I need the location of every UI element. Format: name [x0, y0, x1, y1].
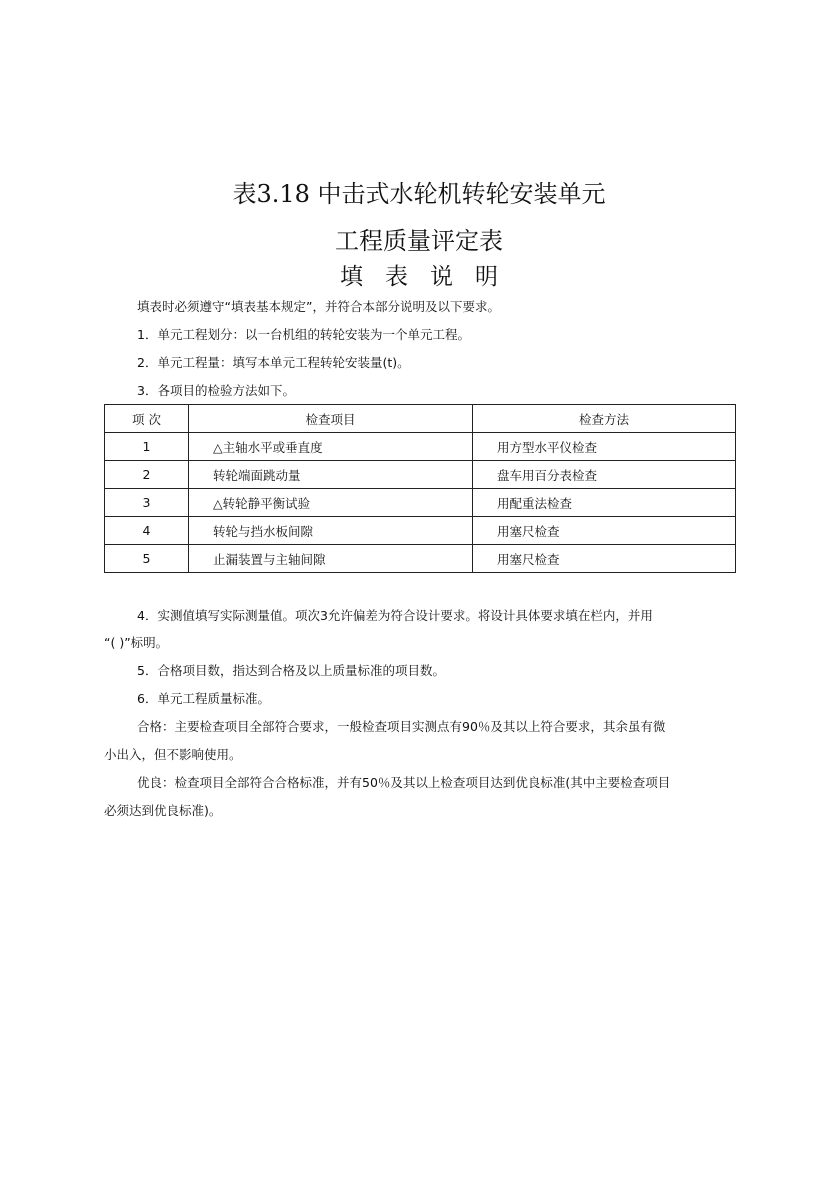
pass-standard-line-1: 合格：主要检查项目全部符合要求，一般检查项目实测点有90％及其以上符合要求，其余虽有微	[137, 719, 666, 734]
item-2: 2．单元工程量：填写本单元工程转轮安装量(t)。	[137, 355, 410, 370]
cell-method: 用塞尺检查	[473, 517, 736, 545]
header-item-no: 项 次	[105, 405, 189, 433]
table-row	[105, 489, 736, 517]
item-4-line-1: 4．实测值填写实际测量值。项次3允许偏差为符合设计要求。将设计具体要求填在栏内，并用	[137, 608, 653, 623]
cell-item: △主轴水平或垂直度	[189, 433, 473, 461]
title-line-1: 表3.18 中击式水轮机转轮安装单元	[232, 180, 606, 208]
cell-method: 用配重法检查	[473, 489, 736, 517]
inspection-table	[104, 404, 736, 573]
item-3: 3．各项目的检验方法如下。	[137, 383, 295, 398]
item-1: 1．单元工程划分：以一台机组的转轮安装为一个单元工程。	[137, 327, 470, 342]
table-header-row	[105, 405, 736, 433]
cell-no: 3	[105, 489, 189, 517]
cell-no: 4	[105, 517, 189, 545]
pass-standard-line-2: 小出入，但不影响使用。	[104, 747, 242, 762]
section-heading: 填表说明	[340, 264, 520, 290]
cell-method: 用塞尺检查	[473, 545, 736, 573]
cell-no: 5	[105, 545, 189, 573]
table-row	[105, 517, 736, 545]
table-row	[105, 545, 736, 573]
table-row	[105, 461, 736, 489]
cell-item: 转轮与挡水板间隙	[189, 517, 473, 545]
header-check-item: 检查项目	[189, 405, 473, 433]
excellent-standard-line-2: 必须达到优良标准)。	[104, 803, 222, 818]
cell-method: 用方型水平仪检查	[473, 433, 736, 461]
cell-method: 盘车用百分表检查	[473, 461, 736, 489]
cell-no: 1	[105, 433, 189, 461]
cell-no: 2	[105, 461, 189, 489]
cell-item: 转轮端面跳动量	[189, 461, 473, 489]
excellent-standard-line-1: 优良：检查项目全部符合合格标准，并有50％及其以上检查项目达到优良标准(其中主要检查项目	[137, 775, 671, 790]
table-row	[105, 433, 736, 461]
intro-text: 填表时必须遵守“填表基本规定”，并符合本部分说明及以下要求。	[137, 299, 500, 314]
cell-item: △转轮静平衡试验	[189, 489, 473, 517]
header-check-method: 检查方法	[473, 405, 736, 433]
title-line-2: 工程质量评定表	[335, 227, 503, 255]
item-5: 5．合格项目数，指达到合格及以上质量标准的项目数。	[137, 663, 445, 678]
cell-item: 止漏装置与主轴间隙	[189, 545, 473, 573]
item-4-line-2: “( )”标明。	[104, 635, 169, 650]
item-6: 6．单元工程质量标准。	[137, 691, 270, 706]
